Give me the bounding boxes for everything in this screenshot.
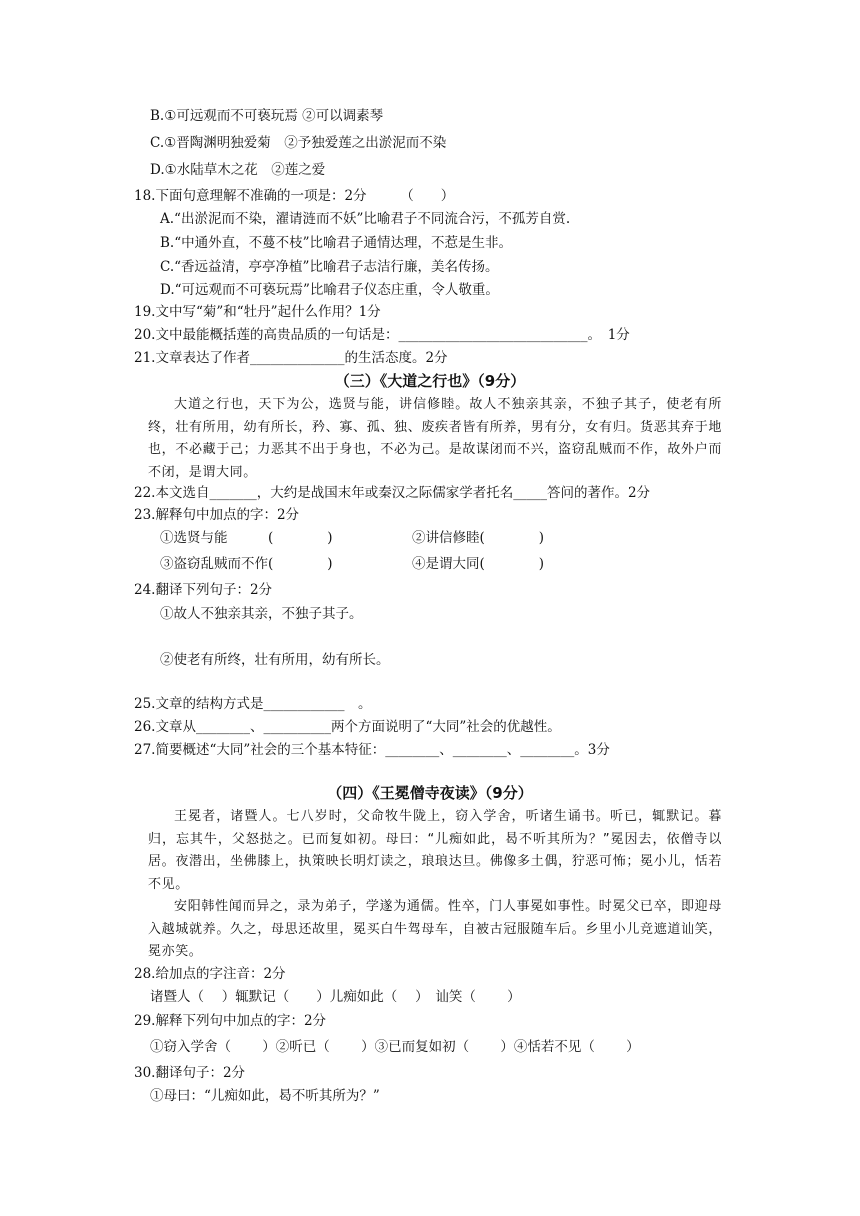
q21: 21.文章表达了作者______________的生活态度。2分 [134,350,448,366]
q24-stem: 24.翻译下列句子：2分 [134,582,273,598]
q18-option-a: A.“出淤泥而不染，濯请涟而不妖”比喻君子不同流合污，不孤芳自赏. [160,211,571,227]
q28-items: 诸暨人（ ）辄默记（ ）儿痴如此（ ） 讪笑（ ） [150,989,521,1005]
q26: 26.文章从________、__________两个方面说明了“大同”社会的优越性。 [134,719,561,735]
q22: 22.本文选自_______，大约是战国末年或秦汉之际儒家学者托名_____答问的著作。2分 [134,485,651,501]
q23-item-2: ②讲信修睦( ) [412,530,545,546]
q18-option-d: D.“可远观而不可亵玩焉”比喻君子仪态庄重，令人敬重。 [160,282,499,298]
q23-item-1: ①选贤与能 ( ) [160,530,333,546]
q18-option-c: C.“香远益清，亭亭净植”比喻君子志洁行廉，美名传扬。 [160,259,499,275]
q24-sentence-2: ②使老有所终，壮有所用，幼有所长。 [160,652,390,668]
q23-item-3: ③盗窃乱贼而不作( ) [160,556,333,572]
q27: 27.简要概述“大同”社会的三个基本特征：________、________、________。3分 [134,742,610,758]
section3-passage [148,394,722,484]
section4-paragraph-2: 安阳韩性闻而异之，录为弟子，学遂为通儒。性卒，门人事冕如事性。时冕父已卒，即迎母入越城就养。久之，母思还故里，冕买白牛驾母车，自被古冠服随车后。乡里小儿竞遮道讪笑，冕亦笑。 [148,899,722,959]
q25: 25.文章的结构方式是____________ 。 [134,696,372,712]
q18-option-b: B.“中通外直，不蔓不枝”比喻君子通情达理，不惹是生非。 [160,235,513,251]
q30-sentence-1: ①母曰：“儿痴如此，曷不听其所为？” [150,1088,380,1104]
q23-item-4: ④是谓大同( ) [412,556,545,572]
q17-option-d: D.①水陆草木之花 ②莲之爱 [150,162,326,178]
q19: 19.文中写“菊”和“牡丹”起什么作用？1分 [134,304,381,320]
q17-option-c: C.①晋陶渊明独爱菊 ②予独爱莲之出淤泥而不染 [150,135,447,151]
q17-option-b: B.①可远观而不可亵玩焉 ②可以调素琴 [150,108,384,124]
section3-title: （三）《大道之行也》（9分） [334,372,526,390]
q24-sentence-1: ①故人不独亲其亲，不独子其子。 [160,606,363,622]
q20: 20.文中最能概括莲的高贵品质的一句话是：____________________________。 1分 [134,327,630,343]
section4-paragraph-1: 王冕者，诸暨人。七八岁时，父命牧牛陇上，窃入学舍，听诸生诵书。听已，辄默记。暮归，忘其牛，父怒挞之。已而复如初。母曰：“儿痴如此，曷不听其所为？”冕因去，依僧寺以居。夜潜出，坐佛膝上，执策映长明灯读之，琅琅达旦。佛像多土偶，狞恶可怖；冕小儿，恬若不见。 [148,809,722,892]
q28-stem: 28.给加点的字注音：2分 [134,966,286,982]
q18-stem: 18.下面句意理解不准确的一项是：2分 （ ） [134,188,455,204]
section4-passage [148,806,722,964]
q30-stem: 30.翻译句子：2分 [134,1065,246,1081]
section4-title: （四）《王冕僧寺夜读》（9分） [327,784,533,802]
section3-paragraph: 大道之行也，天下为公，选贤与能，讲信修睦。故人不独亲其亲，不独子其子，使老有所终，壮有所用，幼有所长，矜、寡、孤、独、废疾者皆有所养，男有分，女有归。货恶其弃于地也，不必藏于己；力恶其不出于身也，不必为己。是故谋闭而不兴，盗窃乱贼而不作，故外户而不闭，是谓大同。 [148,397,722,480]
q29-items: ①窃入学舍（ ）②听已（ ）③已而复如初（ ）④恬若不见（ ） [150,1039,640,1055]
q29-stem: 29.解释下列句中加点的字：2分 [134,1013,327,1029]
q23-stem: 23.解释句中加点的字：2分 [134,507,300,523]
